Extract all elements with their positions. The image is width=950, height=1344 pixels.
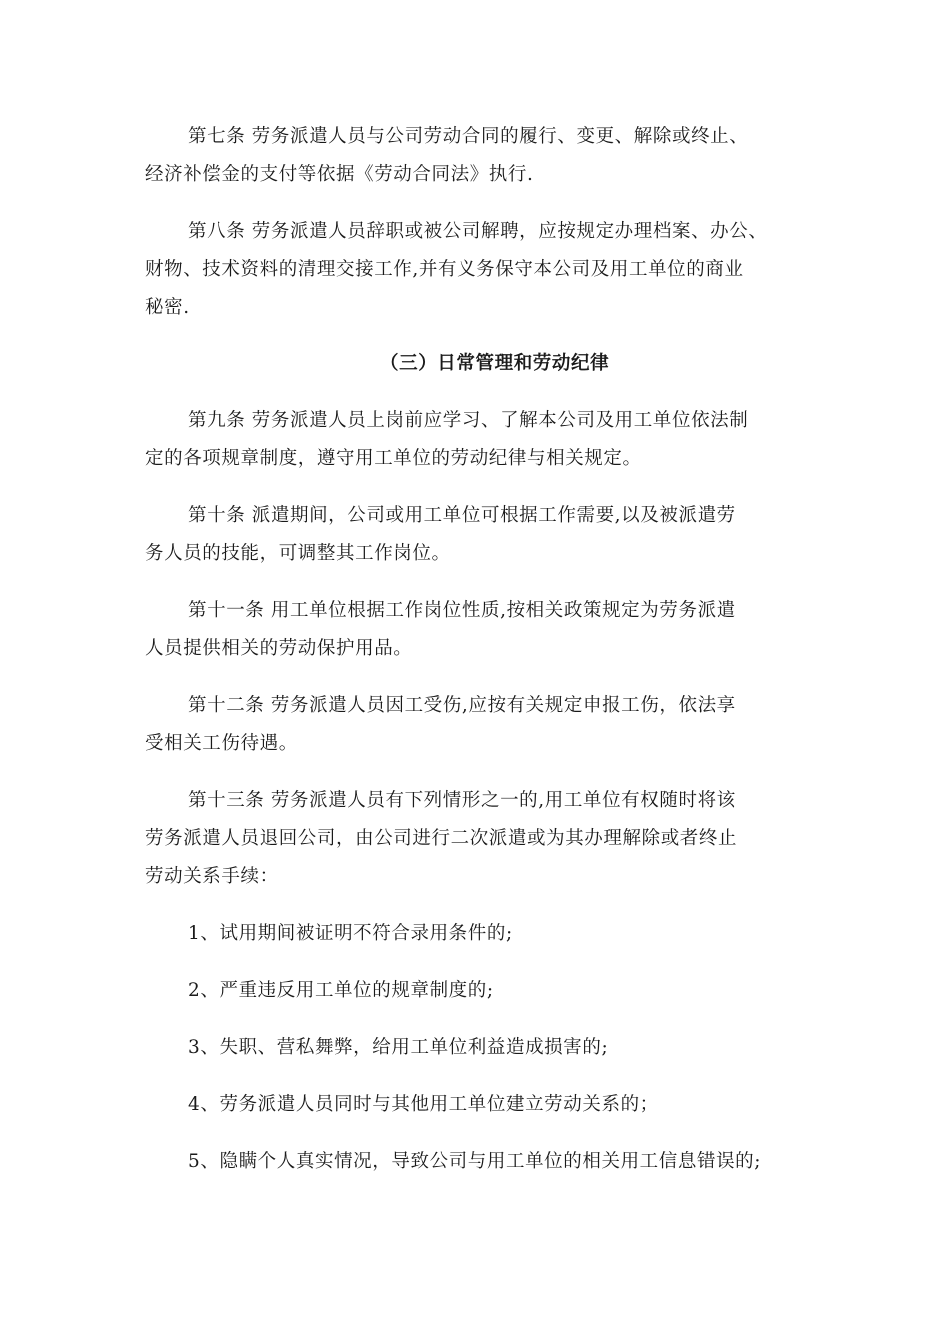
article-9-line-2: 定的各项规章制度，遵守用工单位的劳动纪律与相关规定。 <box>145 448 642 469</box>
section-heading: （三）日常管理和劳动纪律 <box>380 353 610 374</box>
article-13-line-3: 劳动关系手续： <box>145 866 279 887</box>
article-9-line-1: 第九条 劳务派遣人员上岗前应学习、了解本公司及用工单位依法制 <box>188 410 749 431</box>
article-8-line-1: 第八条 劳务派遣人员辞职或被公司解聘，应按规定办理档案、办公、 <box>188 221 768 242</box>
article-11-line-1: 第十一条 用工单位根据工作岗位性质,按相关政策规定为劳务派遣 <box>188 600 736 621</box>
article-10-line-1: 第十条 派遣期间，公司或用工单位可根据工作需要,以及被派遣劳 <box>188 505 736 526</box>
list-item: 4、劳务派遣人员同时与其他用工单位建立劳动关系的； <box>188 1094 659 1115</box>
list-item: 1、试用期间被证明不符合录用条件的; <box>188 923 513 944</box>
list-item: 3、失职、营私舞弊，给用工单位利益造成损害的; <box>188 1037 609 1058</box>
article-12-line-2: 受相关工伤待遇。 <box>145 733 298 754</box>
article-7-line-1: 第七条 劳务派遣人员与公司劳动合同的履行、变更、解除或终止、 <box>188 126 749 147</box>
article-12-line-1: 第十二条 劳务派遣人员因工受伤,应按有关规定申报工伤，依法享 <box>188 695 736 716</box>
list-item: 2、严重违反用工单位的规章制度的; <box>188 980 494 1001</box>
article-8-line-3: 秘密. <box>145 297 190 318</box>
list-item: 5、隐瞒个人真实情况，导致公司与用工单位的相关用工信息错误的; <box>188 1151 762 1172</box>
article-13-line-1: 第十三条 劳务派遣人员有下列情形之一的,用工单位有权随时将该 <box>188 790 736 811</box>
article-10-line-2: 务人员的技能，可调整其工作岗位。 <box>145 543 451 564</box>
article-13-line-2: 劳务派遣人员退回公司，由公司进行二次派遣或为其办理解除或者终止 <box>145 828 738 849</box>
article-8-line-2: 财物、技术资料的清理交接工作,并有义务保守本公司及用工单位的商业 <box>145 259 744 280</box>
article-11-line-2: 人员提供相关的劳动保护用品。 <box>145 638 413 659</box>
article-7-line-2: 经济补偿金的支付等依据《劳动合同法》执行. <box>145 164 534 185</box>
